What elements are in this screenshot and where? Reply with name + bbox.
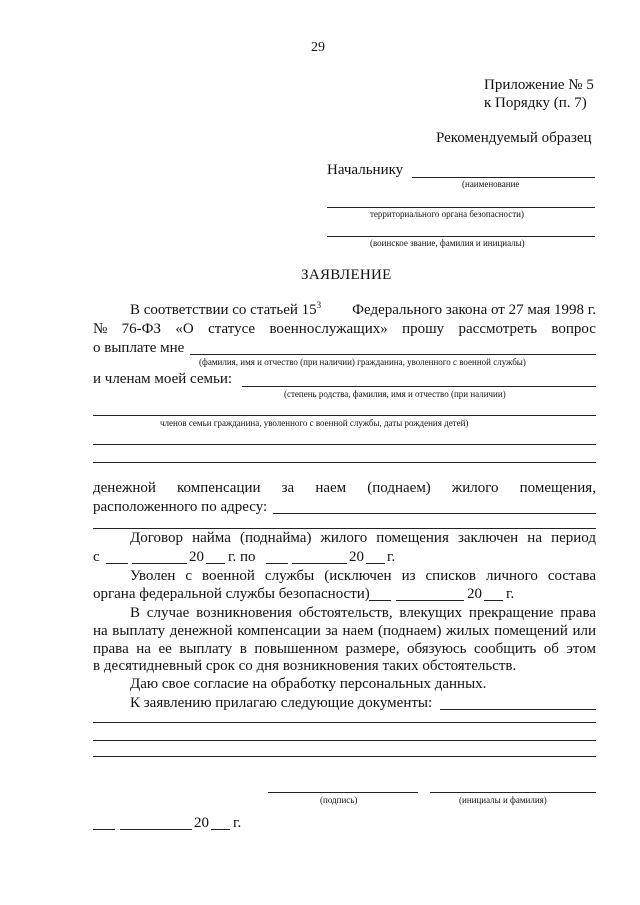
notice-line-3: права на ее выплату в повышенном размере, обязуюсь сообщить об этом bbox=[93, 641, 596, 657]
addressee-rank-hint: (воинское звание, фамилия и инициалы) bbox=[370, 238, 525, 248]
family-members-line-3[interactable] bbox=[93, 444, 596, 445]
dismissal-year-line[interactable] bbox=[484, 600, 503, 601]
word: компенсации bbox=[177, 480, 261, 496]
word: 76-ФЗ bbox=[121, 321, 162, 337]
signature-line[interactable] bbox=[268, 792, 418, 793]
word: наем bbox=[315, 480, 347, 496]
address-line[interactable] bbox=[273, 513, 596, 514]
signer-name-line[interactable] bbox=[430, 792, 596, 793]
word: жилого bbox=[451, 480, 499, 496]
contract-start-year-prefix: 20 bbox=[189, 549, 204, 565]
contract-end-year-prefix: 20 bbox=[349, 549, 364, 565]
family-members-hint: (степень родства, фамилия, имя и отчество (при наличии) bbox=[284, 389, 506, 399]
family-members-hint-2: членов семьи гражданина, уволенного с военной службы, даты рождения детей) bbox=[160, 418, 469, 428]
signer-name-hint: (инициалы и фамилия) bbox=[459, 795, 547, 805]
address-line-2[interactable] bbox=[93, 528, 596, 529]
word: прошу bbox=[402, 321, 445, 337]
family-members-line-2[interactable] bbox=[93, 415, 596, 416]
page-number: 29 bbox=[311, 40, 325, 55]
dismissal-day-line[interactable] bbox=[369, 600, 391, 601]
addressee-org-hint: территориального органа безопасности) bbox=[370, 209, 524, 219]
date-day-line[interactable] bbox=[93, 829, 115, 830]
contract-end-year-line[interactable] bbox=[366, 563, 385, 564]
dismissal-month-line[interactable] bbox=[396, 600, 464, 601]
addressee-name-line[interactable] bbox=[412, 177, 595, 178]
word: № bbox=[93, 321, 108, 337]
word: помещения, bbox=[519, 480, 596, 496]
contract-end-month-line[interactable] bbox=[292, 563, 347, 564]
word: денежной bbox=[93, 480, 156, 496]
appendix-label: Приложение № 5 bbox=[484, 77, 594, 93]
dismissal-text-1: Уволен с военной службы (исключен из списков личного состава bbox=[130, 568, 596, 584]
contract-start-month-line[interactable] bbox=[132, 563, 187, 564]
addressee-label: Начальнику bbox=[327, 162, 404, 178]
payment-label: о выплате мне bbox=[93, 340, 185, 356]
paragraph-1-line-1 bbox=[130, 300, 596, 318]
dismissal-year-prefix: 20 bbox=[467, 586, 482, 602]
word: за bbox=[281, 480, 295, 496]
attachments-label: К заявлению прилагаю следующие документы: bbox=[130, 695, 433, 711]
notice-line-1: В случае возникновения обстоятельств, влекущих прекращение права bbox=[130, 605, 596, 621]
compensation-line bbox=[93, 481, 596, 496]
payment-recipient-hint: (фамилия, имя и отчество (при наличии) гражданина, уволенного с военной службы) bbox=[199, 357, 526, 367]
contract-to-label: г. по bbox=[228, 549, 256, 565]
addressee-rank-line[interactable] bbox=[327, 236, 595, 237]
notice-line-2: на выплату денежной компенсации за наем (поднаем) жилых помещений или bbox=[93, 623, 596, 639]
date-year-line[interactable] bbox=[211, 829, 230, 830]
attachments-line-3[interactable] bbox=[93, 740, 596, 741]
word: статусе bbox=[208, 321, 256, 337]
family-members-line[interactable] bbox=[242, 386, 596, 387]
family-members-line-4[interactable] bbox=[93, 462, 596, 463]
article-superscript: 3 bbox=[316, 300, 322, 310]
date-suffix: г. bbox=[233, 815, 242, 831]
attachments-line-2[interactable] bbox=[93, 722, 596, 723]
addressee-name-hint: (наименование bbox=[462, 179, 520, 189]
signature-hint: (подпись) bbox=[320, 795, 358, 805]
word: вопрос bbox=[551, 321, 596, 337]
word: рассмотреть bbox=[458, 321, 538, 337]
attachments-line-1[interactable] bbox=[440, 709, 596, 710]
payment-recipient-line[interactable] bbox=[190, 354, 596, 355]
contract-text: Договор найма (поднайма) жилого помещения заключен на период bbox=[130, 530, 596, 546]
dismissal-text-2: органа федеральной службы безопасности) bbox=[93, 586, 370, 602]
sample-label: Рекомендуемый образец bbox=[436, 130, 592, 146]
attachments-line-4[interactable] bbox=[93, 756, 596, 757]
date-year-prefix: 20 bbox=[194, 815, 209, 831]
document-title: ЗАЯВЛЕНИЕ bbox=[301, 267, 392, 283]
paragraph-1-line-2 bbox=[93, 322, 596, 337]
order-reference: к Порядку (п. 7) bbox=[484, 95, 587, 111]
contract-start-day-line[interactable] bbox=[106, 563, 128, 564]
word: военнослужащих» bbox=[269, 321, 388, 337]
contract-start-year-line[interactable] bbox=[206, 563, 225, 564]
law-text: Федерального закона от 27 мая 1998 г. bbox=[352, 302, 596, 318]
consent-text: Даю свое согласие на обработку персональных данных. bbox=[130, 676, 487, 692]
addressee-org-line[interactable] bbox=[327, 207, 595, 208]
contract-from-label: с bbox=[93, 549, 100, 565]
notice-line-4: в десятидневный срок со дня возникновения таких обстоятельств. bbox=[93, 658, 517, 674]
word: (поднаем) bbox=[367, 480, 431, 496]
word: «О bbox=[175, 321, 194, 337]
address-label: расположенного по адресу: bbox=[93, 499, 268, 515]
article-text: В соответствии со статьей 15 bbox=[130, 302, 317, 318]
dismissal-suffix: г. bbox=[506, 586, 515, 602]
contract-end-suffix: г. bbox=[387, 549, 396, 565]
family-label: и членам моей семьи: bbox=[93, 371, 233, 387]
contract-end-day-line[interactable] bbox=[266, 563, 288, 564]
date-month-line[interactable] bbox=[120, 829, 192, 830]
